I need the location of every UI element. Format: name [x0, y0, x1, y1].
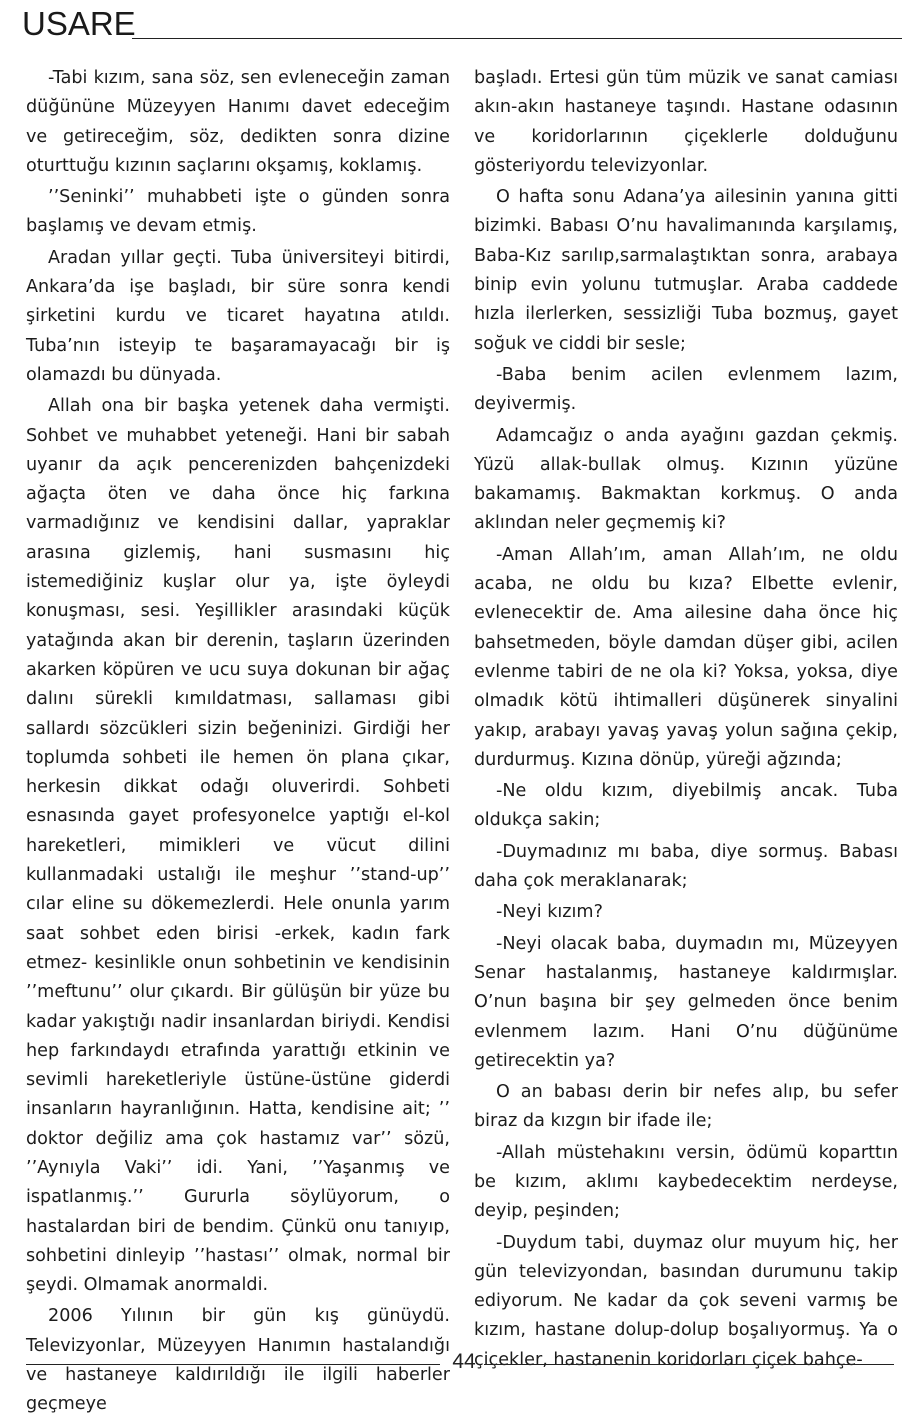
paragraph: 2006 Yılının bir gün kış günüydü. Televizyonlar, Müzeyyen Hanımın hastalandığı ve hastaneye kaldırıldığı ile ilgili haberler geçmeye	[26, 1306, 450, 1415]
paragraph: O hafta sonu Adana’ya ailesinin yanına gitti bizimki. Babası O’nu havalimanında karşılamış, Baba-Kız sarılıp,sarmalaştıktan sonra, arabaya binip evin yolunu tutmuşlar. Araba caddede hızla ilerlerken, sessizliği Tuba bozmuş, gayet soğuk ve ciddi bir sesle;	[474, 187, 898, 354]
paragraph: başladı. Ertesi gün tüm müzik ve sanat camiası akın-akın hastaneye taşındı. Hastane odasının ve koridorlarının çiçeklerle dolduğunu gösteriyordu televizyonlar.	[474, 68, 898, 176]
paragraph: -Allah müstehakını versin, ödümü koparttın be kızım, aklımı kaybedecektim nerdeyse, deyip, peşinden;	[474, 1142, 898, 1222]
paragraph: Allah ona bir başka yetenek daha vermişti. Sohbet ve muhabbet yeteneği. Hani bir sabah uyanır da açık pencerenizden bahçenizdeki ağaçta öten ve daha önce hiç farkına varmadığınız ve kendisini dallar, yapraklar arasına gizlemiş, hani susmasını hiç istemediğiniz kuşlar olur ya, işte öyleydi konuşması, sesi. Yeşillikler arasındaki küçük yatağında akan bir derenin, taşların üzerinden akarken köpüren ve ucu suya dokunan bir ağaç dalını sürekli kımıldatması, sallaması gibi sallardı sözcükleri sizin beğeninizi. Girdiği her toplumda sohbeti ile hemen ön plana çıkar, herkesin dikkat odağı oluverirdi. Sohbeti esnasında gayet profesyonelce yaptığı el-kol hareketleri, mimikleri ve vücut dilini kullanmadaki ustalığı ile meşhur ’’stand-up’’ cılar eline su dökemezlerdi. Hele onunla yarım saat sohbet eden birisi -erkek, kadın fark etmez- kesinlikle onun sohbetinin ve kendisinin ’’meftunu’’ olur çıkardı. Bir gülüşün bir yüze bu kadar yakıştığı nadir insanlardan biriydi. Kendisi hep farkındaydı etrafında yarattığı etkinin ve sevimli hareketleriyle üstüne-üstüne giderdi insanların hayranlığının. Hatta, kendisine ait; ’’ doktor değiliz ama çok hastamız var’’ sözü, ’’Aynıyla Vaki’’ idi. Yani, ’’Yaşanmış ve ispatlanmış.’’ Gururla söylüyorum, o hastalardan biri de bendim. Çünkü onu tanıyıp, sohbetini dinleyip ’’hastası’’ olmak, normal bir şeydi. Olmamak anormaldi.	[26, 396, 450, 1296]
paragraph: O an babası derin bir nefes alıp, bu sefer biraz da kızgın bir ifade ile;	[474, 1082, 898, 1132]
paragraph: ’’Seninki’’ muhabbeti işte o günden sonra başlamış ve devam etmiş.	[26, 187, 450, 237]
footer-rule-right	[484, 1364, 894, 1365]
paragraph: -Ne oldu kızım, diyebilmiş ancak. Tuba oldukça sakin;	[474, 781, 898, 831]
paragraph: Adamcağız o anda ayağını gazdan çekmiş. Yüzü allak-bullak olmuş. Kızının yüzüne bakamamış. Bakmaktan korkmuş. O anda aklından neler geçmemiş ki?	[474, 425, 898, 534]
right-column	[474, 64, 898, 1375]
paragraph: -Neyi olacak baba, duymadın mı, Müzeyyen Senar hastalanmış, hastaneye kaldırmışlar. O’nun başına bir şey gelmeden önce benim evlenmem lazım. Hani O’nu düğünüme getirecektin ya?	[474, 933, 898, 1071]
paragraph: Aradan yıllar geçti. Tuba üniversiteyi bitirdi, Ankara’da işe başladı, bir süre sonra kendi şirketini kurdu ve ticaret hayatına atıldı. Tuba’nın isteyip te başaramayacağı bir iş olamazdı bu dünyada.	[26, 247, 450, 385]
paragraph: -Tabi kızım, sana söz, sen evleneceğin zaman düğününe Müzeyyen Hanımı davet edeceğim ve getireceğim, söz, dedikten sonra dizine oturttuğu kızının saçlarını okşamış, koklamış.	[26, 68, 450, 176]
page-number: 44	[452, 1350, 476, 1373]
page-header	[22, 6, 902, 42]
paragraph: -Baba benim acilen evlenmem lazım, deyivermiş.	[474, 364, 898, 415]
paragraph: -Duydum tabi, duymaz olur muyum hiç, her gün televizyondan, basından durumunu takip ediyorum. Ne kadar da çok seveni varmış be kızım, hastane dolup-dolup boşalıyormuş. Ya o çiçekler, hastanenin koridorları çiçek bahçe-	[474, 1232, 898, 1370]
header-title: USARE	[22, 5, 136, 42]
paragraph: -Neyi kızım?	[496, 902, 603, 923]
paragraph: -Duymadınız mı baba, diye sormuş. Babası daha çok meraklanarak;	[474, 841, 898, 892]
header-rule	[132, 38, 902, 39]
footer-rule-left	[26, 1364, 440, 1365]
left-column	[26, 64, 450, 1420]
paragraph: -Aman Allah’ım, aman Allah’ım, ne oldu acaba, ne oldu bu kıza? Elbette evlenir, evlenecektir de. Ama ailesine daha önce hiç bahsetmeden, böyle damdan düşer gibi, acilen evlenme tabiri de ne ola ki? Yoksa, yoksa, diye olmadık kötü ihtimalleri düşünerek sinyalini yakıp, arabayı yavaş yavaş yolun sağına çekip, durdurmuş. Kızına dönüp, yüreği ağzında;	[474, 544, 898, 770]
